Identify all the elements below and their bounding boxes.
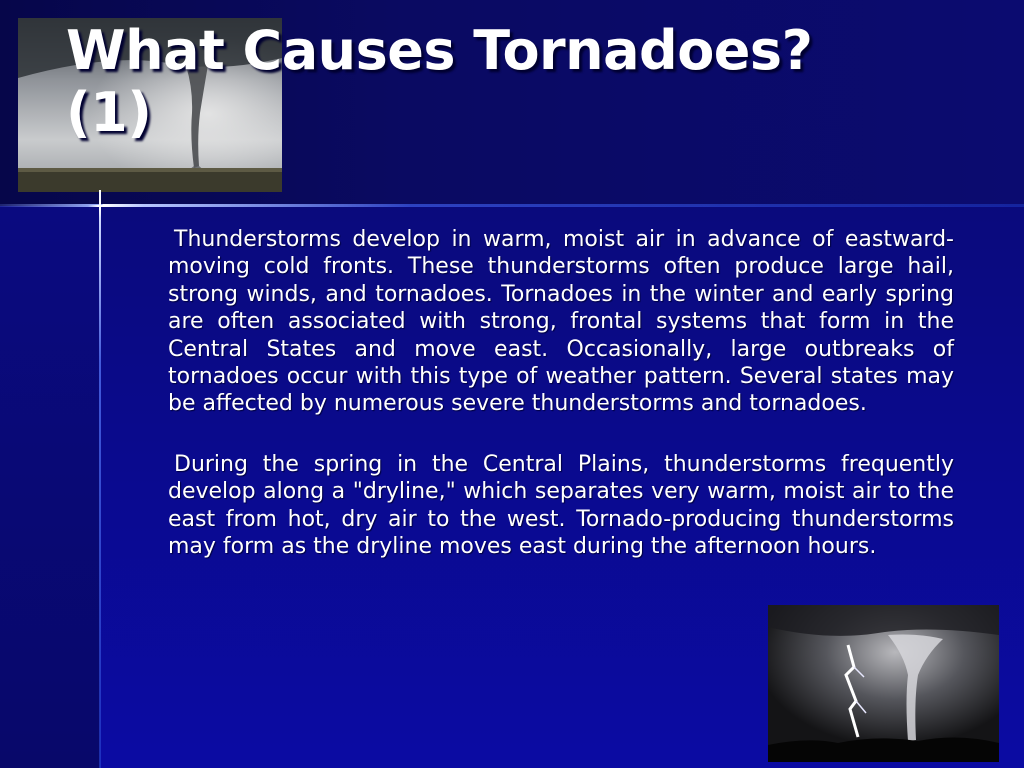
left-column: [0, 206, 100, 768]
vertical-rule: [99, 190, 101, 768]
slide-title-line2: (1): [66, 81, 152, 144]
lightning-tornado-graphic: [768, 605, 999, 762]
sparkle-icon: [88, 194, 112, 218]
slide-title-line1: What Causes Tornadoes?: [66, 19, 813, 82]
paragraph-dryline: During the spring in the Central Plains, thunderstorms frequently develop along a "dryline," which separates very warm, moist air to the east from hot, dry air to the west. Tornado-producing thunderstorms may form as the dryline moves east during the afternoon hours.: [168, 451, 954, 560]
paragraph-cold-fronts: Thunderstorms develop in warm, moist air in advance of eastward-moving cold fronts. These thunderstorms often produce large hail, strong winds, and tornadoes. Tornadoes in the winter and early spring are often associated with strong, frontal systems that form in the Central States and move east. Occasionally, large outbreaks of tornadoes occur with this type of weather pattern. Several states may be affected by numerous severe thunderstorms and tornadoes.: [168, 227, 954, 417]
slide-body: [168, 226, 954, 593]
lightning-tornado-photo: [768, 605, 999, 762]
horizontal-rule: [0, 204, 1024, 207]
slide-title: [66, 20, 966, 144]
